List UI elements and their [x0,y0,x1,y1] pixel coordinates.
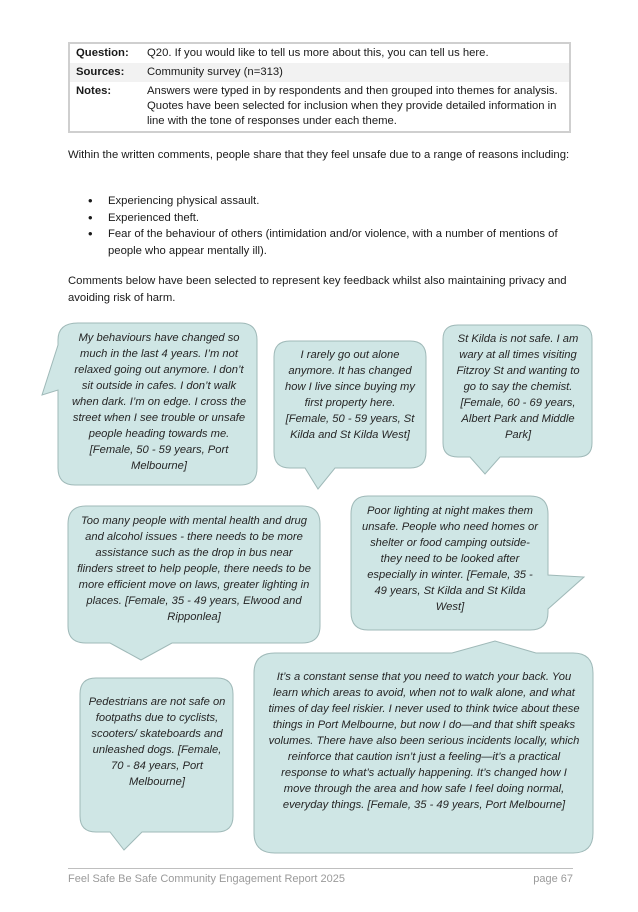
quote-6: Pedestrians are not safe on footpaths due to cyclists, scooters/ skateboards and unleashed dogs. [Female, 70 - 84 years, Port Melbourne] [88,696,226,788]
quote-4: Too many people with mental health and drug and alcohol issues - there needs to be more assistance such as the drop in bus near flinders street to help people, there needs to be more efficient move on laws, greater lighting in places. [Female, 35 - 49 years, Elwood and Ripponlea] [77,515,311,623]
footer-page-number: page 67 [533,873,573,885]
reason-item: • Fear of the behaviour of others (intimidation and/or violence, with a number of mentions of people who appear mentally ill). [68,226,578,259]
info-key: Notes: [76,85,112,97]
quote-7: It’s a constant sense that you need to watch your back. You learn which areas to avoid, when not to walk alone, and what times of day feel riskier. I never used to think twice about these things in Port Melbourne, but now I do—and that shift speaks volumes. There have also been serious incidents locally, which reinforce that caution isn’t just a feeling—it’s a practical response to what’s actually happening. It’s changed how I move through the area and how safe I feel doing normal, everyday things. [Female, 35 - 49 years, Port Melbourne] [268,671,580,811]
info-value: Community survey (n=313) [147,66,283,78]
reason-item: • Experienced theft. [68,210,578,227]
quote-2: I rarely go out alone anymore. It has changed how I live since buying my first property here. [Female, 50 - 59 years, St Kilda and St Kilda West] [285,349,415,441]
quote-3: St Kilda is not safe. I am wary at all times visiting Fitzroy St and wanting to go to say the chemist. [Female, 60 - 69 years, Albert Park and Middle Park] [456,333,580,441]
quote-5: Poor lighting at night makes them unsafe. People who need homes or shelter or food camping outside- they need to be looked after especially in winter. [Female, 35 - 49 years, St Kilda and St Kilda West] [361,505,538,613]
reason-item: • Experiencing physical assault. [68,193,578,210]
intro-paragraph: Within the written comments, people share that they feel unsafe due to a range of reasons including: [68,149,570,161]
selection-note: Comments below have been selected to represent key feedback whilst also maintaining privacy and avoiding risk of harm. [68,275,567,304]
info-value: Answers were typed in by respondents and then grouped into themes for analysis. Quotes have been selected for inclusion when they provide detailed information in line with the tone of responses under each theme. [147,85,558,127]
quote-1: My behaviours have changed so much in the last 4 years. I’m not relaxed going out anymore. I don’t sit outside in cafes. I don’t walk when dark. I’m on edge. I cross the street when I see trouble or unsafe people heading towards me. [Female, 50 - 59 years, Port Melbourne] [71,332,247,472]
info-key: Question: [76,47,129,59]
info-key: Sources: [76,66,125,78]
info-value: Q20. If you would like to tell us more about this, you can tell us here. [147,47,489,59]
footer-divider [68,868,573,869]
footer-report-title: Feel Safe Be Safe Community Engagement Report 2025 [68,873,345,885]
